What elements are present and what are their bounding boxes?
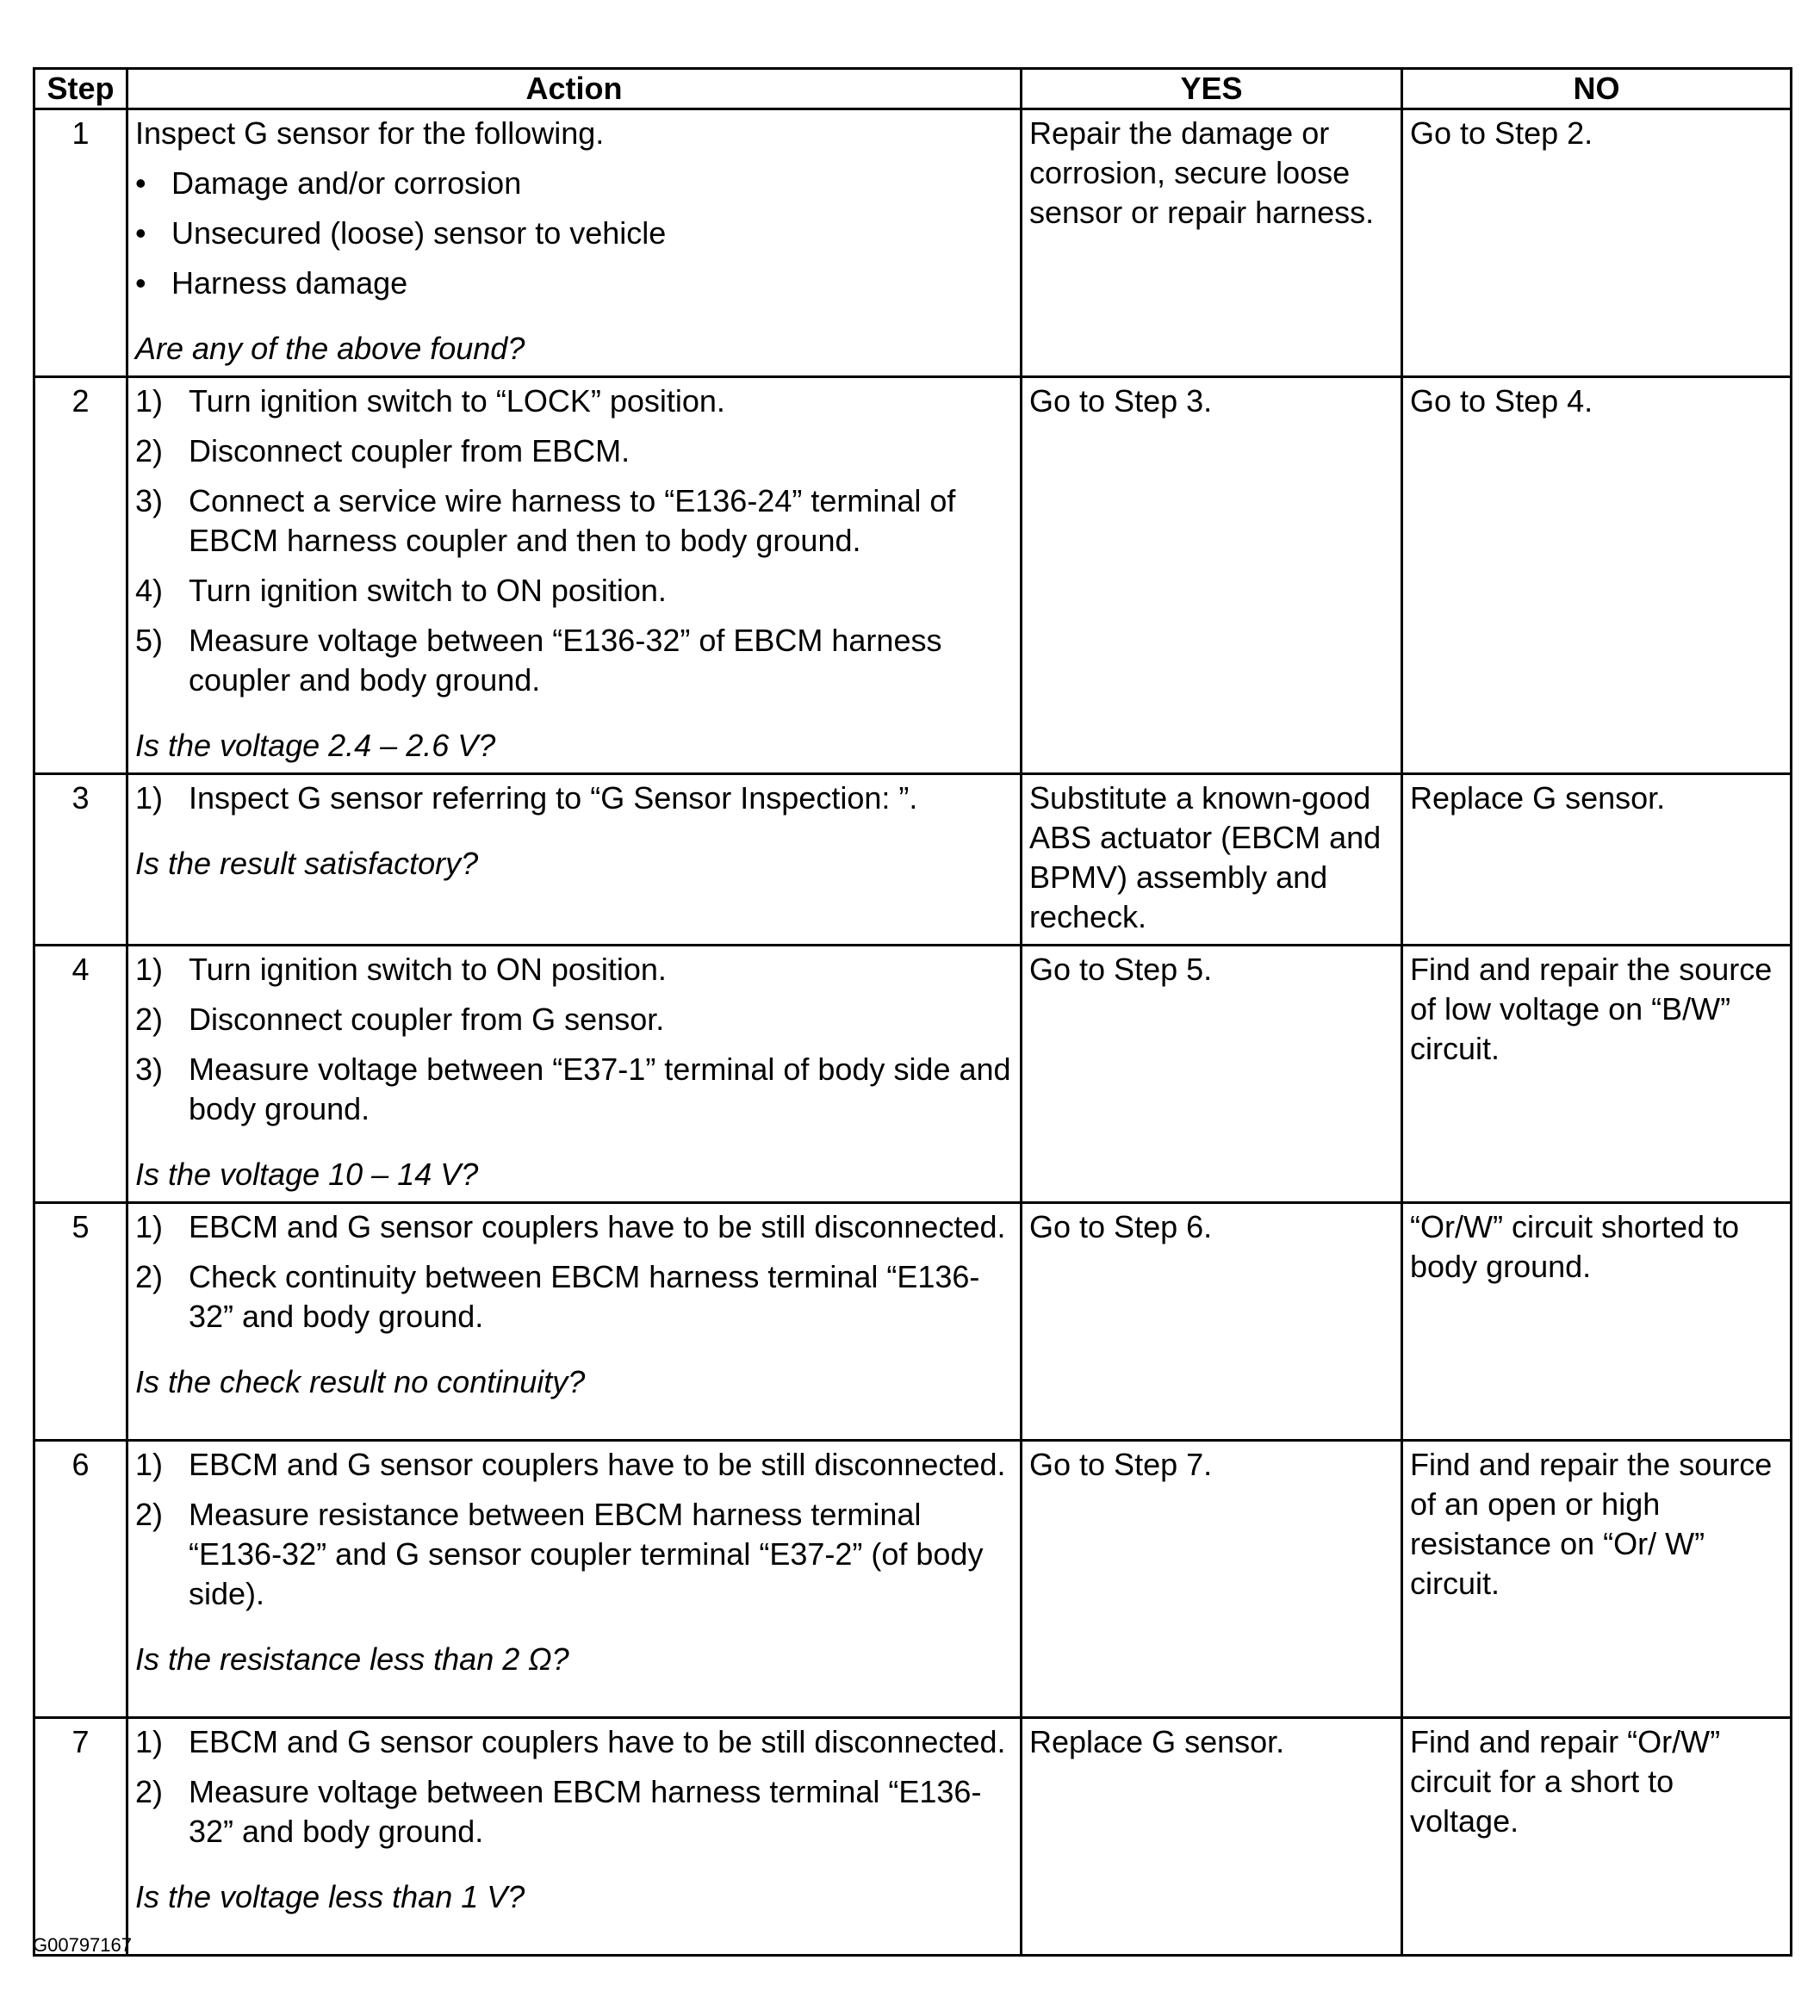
- action-item: 1) EBCM and G sensor couplers have to be still disconnected.: [135, 1447, 1006, 1482]
- header-yes: YES: [1022, 69, 1402, 109]
- header-no: NO: [1402, 69, 1792, 109]
- action-cell: [127, 1441, 1022, 1718]
- action-item: 2) Disconnect coupler from G sensor.: [135, 1002, 665, 1037]
- step-number: 3: [34, 774, 127, 946]
- table-row: [34, 774, 1792, 946]
- action-item: 3) Measure voltage between “E37-1” terminal of body side and body ground.: [135, 1051, 1011, 1126]
- action-cell: [127, 946, 1022, 1203]
- action-item: 2) Measure voltage between EBCM harness terminal “E136-32” and body ground.: [135, 1774, 982, 1849]
- yes-cell: Substitute a known-good ABS actuator (EBCM and BPMV) assembly and recheck.: [1022, 774, 1402, 946]
- action-cell: [127, 774, 1022, 946]
- action-bullet: • Damage and/or corrosion: [135, 165, 522, 201]
- action-item: 1) Turn ignition switch to ON position.: [135, 952, 667, 987]
- action-intro: Inspect G sensor for the following.: [135, 115, 605, 151]
- action-question: Is the resistance less than 2 Ω?: [135, 1641, 569, 1677]
- header-action: Action: [127, 69, 1022, 109]
- yes-cell: Go to Step 5.: [1022, 946, 1402, 1203]
- action-cell: [127, 1718, 1022, 1956]
- step-number: 4: [34, 946, 127, 1203]
- no-cell: Replace G sensor.: [1402, 774, 1792, 946]
- yes-cell: Go to Step 3.: [1022, 377, 1402, 774]
- header-row: [34, 69, 1792, 109]
- diagnostic-table: [33, 67, 1792, 1957]
- action-question: Is the voltage 2.4 – 2.6 V?: [135, 728, 496, 763]
- figure-id: G00797167: [33, 1934, 132, 1956]
- action-item: 5) Measure voltage between “E136-32” of EBCM harness coupler and body ground.: [135, 623, 942, 698]
- action-question: Is the check result no continuity?: [135, 1364, 586, 1399]
- action-bullet: • Unsecured (loose) sensor to vehicle: [135, 215, 667, 251]
- action-item: 3) Connect a service wire harness to “E136-24” terminal of EBCM harness coupler and then to body ground.: [135, 483, 956, 558]
- no-cell: Find and repair the source of an open or high resistance on “Or/ W” circuit.: [1402, 1441, 1792, 1718]
- no-cell: Find and repair “Or/W” circuit for a short to voltage.: [1402, 1718, 1792, 1956]
- action-bullet: • Harness damage: [135, 265, 408, 301]
- table-row: [34, 1203, 1792, 1441]
- step-number: 1: [34, 109, 127, 377]
- table-row: [34, 109, 1792, 377]
- yes-cell: Replace G sensor.: [1022, 1718, 1402, 1956]
- table-row: [34, 946, 1792, 1203]
- action-question: Are any of the above found?: [135, 331, 525, 366]
- action-cell: [127, 109, 1022, 377]
- header-step: Step: [34, 69, 127, 109]
- action-item: 2) Disconnect coupler from EBCM.: [135, 433, 630, 468]
- action-question: Is the voltage less than 1 V?: [135, 1879, 525, 1914]
- action-question: Is the result satisfactory?: [135, 846, 479, 881]
- action-item: 1) Inspect G sensor referring to “G Sensor Inspection: ”.: [135, 780, 918, 816]
- step-number: 6: [34, 1441, 127, 1718]
- action-item: 2) Check continuity between EBCM harness terminal “E136-32” and body ground.: [135, 1259, 980, 1334]
- step-number: 2: [34, 377, 127, 774]
- no-cell: “Or/W” circuit shorted to body ground.: [1402, 1203, 1792, 1441]
- table-row: [34, 1718, 1792, 1956]
- action-item: 2) Measure resistance between EBCM harness terminal “E136-32” and G sensor coupler terminal “E37-2” (of body side).: [135, 1497, 984, 1611]
- action-cell: [127, 377, 1022, 774]
- table-row: [34, 377, 1792, 774]
- action-item: 1) EBCM and G sensor couplers have to be still disconnected.: [135, 1724, 1006, 1759]
- action-question: Is the voltage 10 – 14 V?: [135, 1157, 479, 1192]
- yes-cell: Go to Step 7.: [1022, 1441, 1402, 1718]
- yes-cell: Go to Step 6.: [1022, 1203, 1402, 1441]
- table-row: [34, 1441, 1792, 1718]
- step-number: 5: [34, 1203, 127, 1441]
- action-item: 1) EBCM and G sensor couplers have to be still disconnected.: [135, 1209, 1006, 1244]
- yes-cell: Repair the damage or corrosion, secure loose sensor or repair harness.: [1022, 109, 1402, 377]
- action-item: 4) Turn ignition switch to ON position.: [135, 573, 667, 608]
- action-item: 1) Turn ignition switch to “LOCK” position.: [135, 383, 725, 419]
- no-cell: Go to Step 4.: [1402, 377, 1792, 774]
- step-number: 7: [34, 1718, 127, 1956]
- action-cell: [127, 1203, 1022, 1441]
- no-cell: Go to Step 2.: [1402, 109, 1792, 377]
- no-cell: Find and repair the source of low voltage on “B/W” circuit.: [1402, 946, 1792, 1203]
